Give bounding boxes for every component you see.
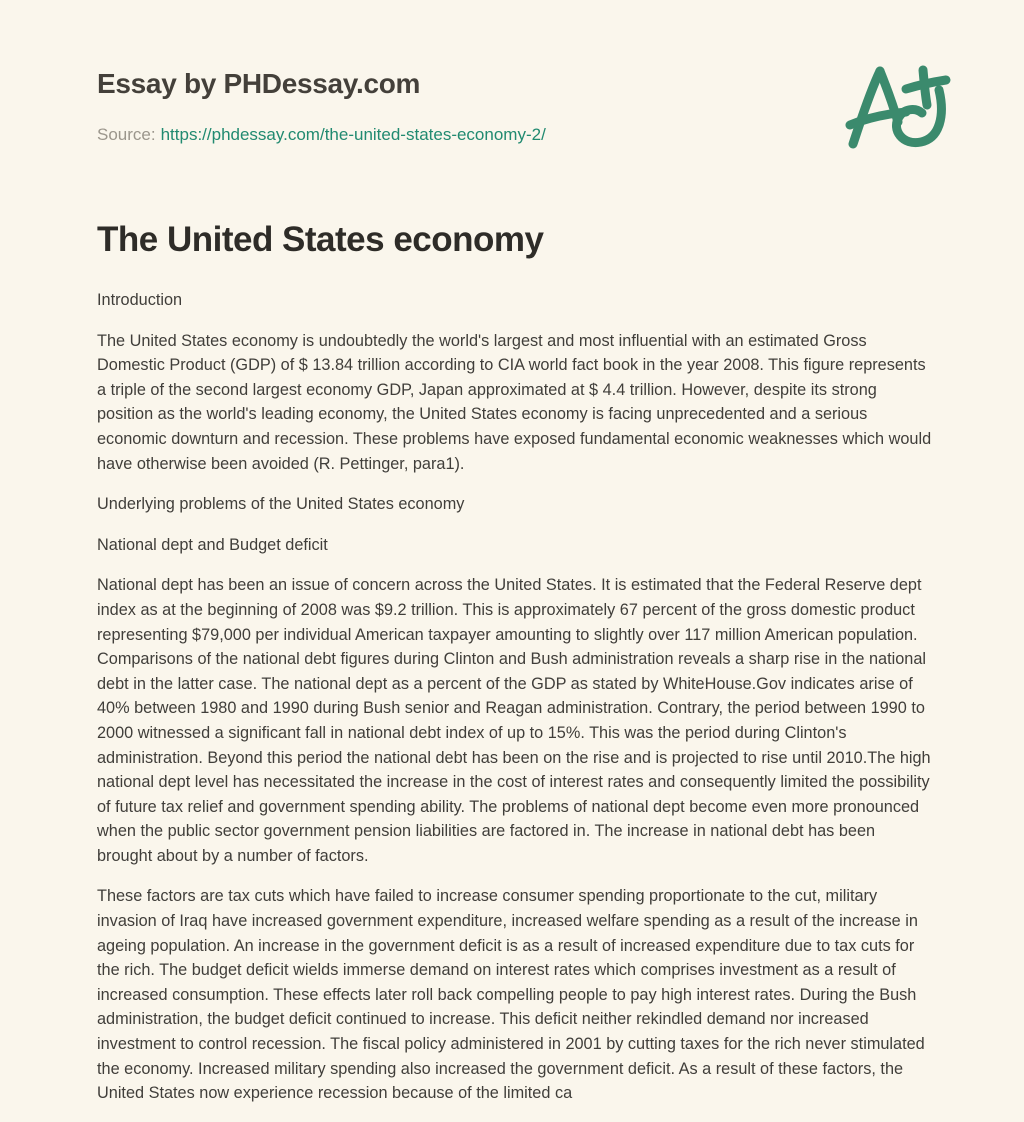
- paragraph-debt-factors: These factors are tax cuts which have failed to increase consumer spending proportionate to the cut, military invasion of Iraq have increased government expenditure, increased welfare spending as a result of the increase in ageing population. An increase in the government deficit is as a result of increased expenditure due to tax cuts for the rich. The budget deficit wields immerse demand on interest rates which comprises investment as a result of increased consumption. These effects later roll back compelling people to pay high interest rates. During the Bush administration, the budget deficit continued to increase. This deficit neither rekindled demand nor increased investment to control recession. The fiscal policy administered in 2001 by cutting taxes for the rich never stimulated the economy. Increased military spending also increased the government deficit. As a result of these factors, the United States now experience recession because of the limited ca: [97, 887, 925, 1103]
- paragraph-introduction: The United States economy is undoubtedly the world's largest and most influential with an estimated Gross Domestic Product (GDP) of $ 13.84 trillion according to CIA world fact book in the year 2008. This figure represents a triple of the second largest economy GDP, Japan approximated at $ 4.4 trillion. However, despite its strong position as the world's leading economy, the United States economy is facing unprecedented and a serious economic downturn and recession. These problems have exposed fundamental economic weaknesses which would have otherwise been avoided (R. Pettinger, para1).: [97, 331, 932, 473]
- section-heading-underlying-problems: Underlying problems of the United States economy: [97, 495, 465, 514]
- page-title: The United States economy: [97, 220, 544, 259]
- article-body: [97, 288, 933, 1122]
- source-line: [97, 122, 546, 148]
- a-plus-logo-icon: [843, 58, 953, 163]
- section-heading-national-debt: National dept and Budget deficit: [97, 535, 328, 554]
- section-heading-introduction: Introduction: [97, 291, 183, 309]
- paragraph-national-debt: National dept has been an issue of concern across the United States. It is estimated that the Federal Reserve dept index as at the beginning of 2008 was $9.2 trillion. This is approximately 67 percent of the gross domestic product representing $79,000 per individual American taxpayer amounting to slightly over 117 million American population. Comparisons of the national debt figures during Clinton and Bush administration reveals a sharp rise in the national debt in the latter case. The national dept as a percent of the GDP as stated by WhiteHouse.Gov indicates arise of 40% between 1980 and 1990 during Bush senior and Reagan administration. Contrary, the period between 1990 to 2000 witnessed a significant fall in national debt index of up to 15%. This was the period during Clinton's administration. Beyond this period the national debt has been on the rise and is projected to rise until 2010.The high national dept level has necessitated the increase in the cost of interest rates and consequently limited the possibility of future tax relief and government spending ability. The problems of national dept become even more pronounced when the public sector government pension liabilities are factored in. The increase in national debt has been brought about by a number of factors.: [97, 576, 931, 865]
- source-link[interactable]: https://phdessay.com/the-united-states-economy-2/: [160, 125, 546, 144]
- source-label: Source:: [97, 125, 156, 144]
- byline: Essay by PHDessay.com: [97, 68, 421, 99]
